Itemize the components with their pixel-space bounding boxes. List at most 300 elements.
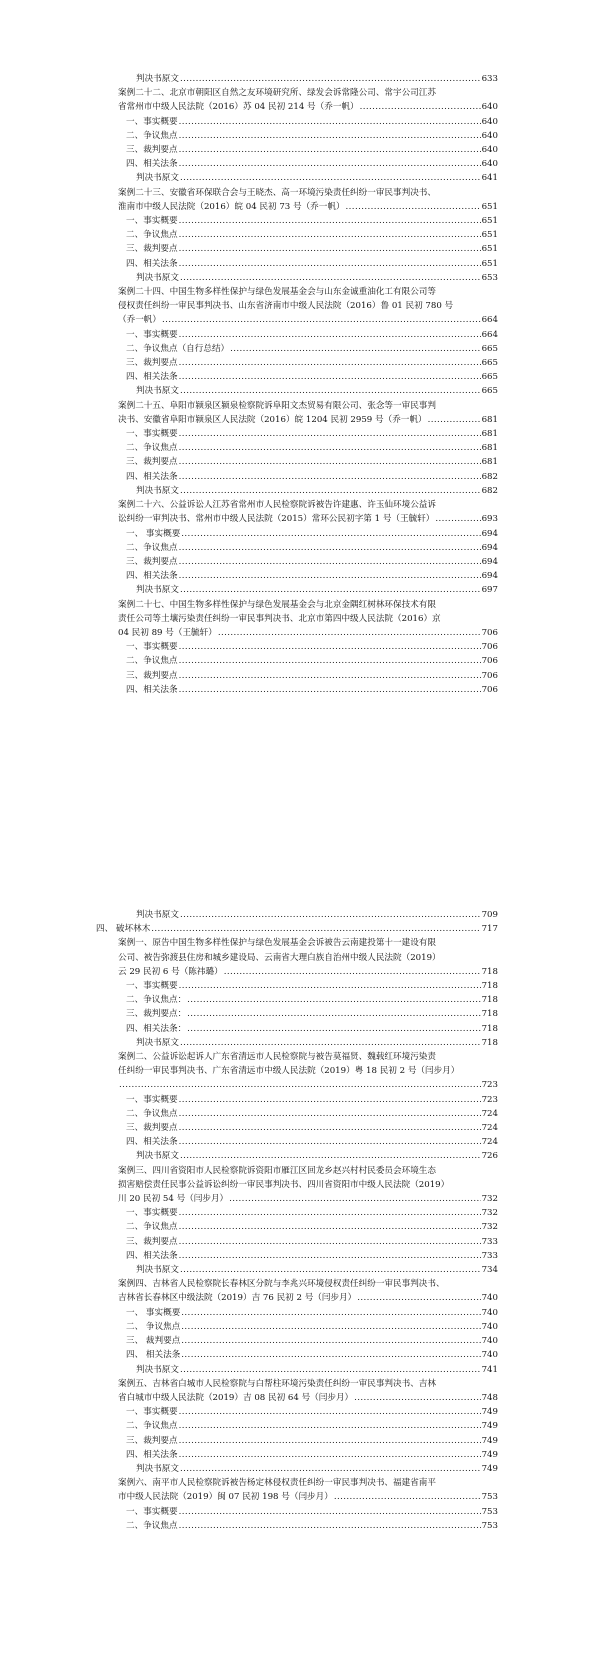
- page-number: 653: [481, 272, 498, 283]
- entry-title: 判决书原文: [136, 910, 179, 920]
- case-title-line: 讼纠纷一审判决书、常州市中级人民法院（2015）常环公民初字第 1 号（王毓轩）: [118, 514, 435, 525]
- dot-leader: [229, 1192, 480, 1206]
- dot-leader: [179, 1206, 481, 1220]
- page-number: 740: [481, 1350, 498, 1361]
- toc-judgment-text-entry: [118, 384, 498, 398]
- toc-item-entry: [118, 979, 498, 993]
- dot-leader: [180, 384, 481, 398]
- toc-case-entry: [118, 1476, 498, 1504]
- toc-item-entry: [118, 342, 498, 356]
- dot-leader: [179, 1235, 481, 1249]
- toc-item-entry: [118, 669, 498, 683]
- dot-leader: [151, 922, 480, 936]
- case-title-line: 案例二、公益诉讼起诉人广东省清远市人民检察院与被告莫福贤、魏载红环境污染责: [118, 1052, 436, 1063]
- case-title-last-line: [118, 1490, 498, 1504]
- case-title-line: 市中级人民法院（2019）闽 07 民初 198 号（闫步月）: [118, 1492, 333, 1503]
- toc-item-entry: [118, 1249, 498, 1263]
- toc-case-entry: [118, 1164, 498, 1207]
- dot-leader: [179, 328, 481, 342]
- dot-leader: [119, 1078, 481, 1092]
- toc-judgment-text-entry: [118, 1263, 498, 1277]
- entry-title: 二、争议焦点: [126, 130, 178, 141]
- entry-title: 二、争议焦点: [126, 656, 178, 667]
- page-number: 718: [481, 1037, 498, 1048]
- entry-title: 四、相关法条：: [126, 1023, 187, 1034]
- entry-title: 判决书原文: [136, 386, 179, 397]
- page-number: 640: [481, 130, 498, 141]
- entry-title: 三、裁判要点: [126, 145, 178, 156]
- entry-title: 一、事实概要: [126, 1506, 178, 1517]
- entry-title: 四、相关法条: [126, 1250, 178, 1261]
- page-number: 718: [481, 995, 498, 1006]
- dot-leader: [179, 1093, 481, 1107]
- toc-judgment-text-entry: [118, 1149, 498, 1163]
- toc-item-entry: [118, 455, 498, 469]
- toc-item-entry: [118, 1334, 498, 1348]
- page-number: 740: [481, 1307, 498, 1318]
- entry-title: 三、裁判要点: [126, 670, 178, 681]
- toc-case-entry: [118, 598, 498, 641]
- dot-leader: [181, 527, 480, 541]
- page-number: 741: [481, 1364, 498, 1375]
- toc-case-entry: [118, 186, 498, 214]
- page-number: 681: [481, 443, 498, 454]
- page-number: 641: [481, 173, 498, 184]
- dot-leader: [179, 356, 481, 370]
- dot-leader: [187, 993, 480, 1007]
- entry-title: 四、相关法条: [126, 258, 178, 269]
- toc-item-entry: [118, 257, 498, 271]
- toc-judgment-text-entry: [118, 1363, 498, 1377]
- page-number: 665: [481, 372, 498, 383]
- case-title-last-line: [118, 200, 498, 214]
- entry-title: 二、争议焦点: [126, 230, 178, 241]
- toc-item-entry: [118, 242, 498, 256]
- case-title-line: 04 民初 89 号（王毓轩）: [118, 627, 217, 638]
- dot-leader: [179, 115, 481, 129]
- page-number: 665: [481, 386, 498, 397]
- entry-title: 判决书原文: [136, 585, 179, 596]
- page-number: 651: [481, 258, 498, 269]
- dot-leader: [180, 1036, 481, 1050]
- dot-leader: [360, 100, 481, 114]
- entry-title: 一、事实概要: [126, 429, 178, 440]
- toc-case-entry: [118, 936, 498, 979]
- dot-leader: [354, 1391, 480, 1405]
- entry-title: 一、事实概要: [126, 216, 178, 227]
- entry-title: 三、裁判要点：: [126, 1009, 187, 1020]
- dot-leader: [187, 1007, 480, 1021]
- entry-title: 二、争议焦点: [126, 1421, 178, 1432]
- page-number: 732: [481, 1194, 498, 1205]
- toc-item-entry: [118, 541, 498, 555]
- page-number: 749: [481, 1463, 498, 1474]
- toc-item-entry: [118, 683, 498, 697]
- case-title-line: （乔一帆）: [118, 315, 161, 326]
- toc-case-entry: [118, 86, 498, 114]
- toc-item-entry: [118, 143, 498, 157]
- entry-title: 三、 裁判要点: [126, 1336, 181, 1347]
- toc-item-entry: [118, 1107, 498, 1121]
- entry-title: 四、相关法条: [126, 471, 178, 482]
- dot-leader: [180, 484, 481, 498]
- case-title-line: 案例六、南平市人民检察院诉被告杨定林侵权责任纠纷一审民事判决书、福建省南平: [118, 1478, 436, 1489]
- toc-item-entry: [118, 129, 498, 143]
- dot-leader: [357, 1291, 480, 1305]
- entry-title: 二、争议焦点: [126, 1222, 178, 1233]
- dot-leader: [179, 370, 481, 384]
- page-number: 694: [481, 542, 498, 553]
- entry-title: 二、争议焦点: [126, 1520, 178, 1531]
- case-title-line: 任纠纷一审民事判决书、广东省清远市中级人民法院（2019）粤 18 民初 2 号（闫步月）: [118, 1066, 460, 1077]
- dot-leader: [181, 1306, 480, 1320]
- section-title: 四、 破坏林木: [96, 924, 151, 935]
- page-number: 740: [481, 1293, 498, 1304]
- toc-item-entry: [118, 1320, 498, 1334]
- page-number: 732: [481, 1222, 498, 1233]
- dot-leader: [180, 1149, 481, 1163]
- dot-leader: [180, 1263, 481, 1277]
- case-title-line: 案例二十五、阜阳市颍泉区颍泉检察院诉阜阳文杰贸易有限公司、张念等一审民事判: [118, 400, 436, 411]
- entry-title: 二、争议焦点: [126, 542, 178, 553]
- entry-title: 二、争议焦点: [126, 443, 178, 454]
- dot-leader: [179, 1448, 481, 1462]
- dot-leader: [181, 1334, 480, 1348]
- toc-judgment-text-entry: [118, 908, 498, 922]
- page-number: 749: [481, 1435, 498, 1446]
- toc-list: [118, 72, 498, 697]
- page-number: 706: [481, 684, 498, 695]
- toc-item-entry: [118, 1206, 498, 1220]
- toc-item-entry: [118, 1505, 498, 1519]
- case-title-line: 省白城市中级人民法院（2019）吉 08 民初 64 号（闫步月）: [118, 1392, 354, 1403]
- entry-title: 四、相关法条: [126, 684, 178, 695]
- dot-leader: [179, 1505, 481, 1519]
- toc-item-entry: [118, 328, 498, 342]
- page-number: 726: [481, 1151, 498, 1162]
- page-number: 753: [481, 1492, 498, 1503]
- page-number: 651: [481, 216, 498, 227]
- entry-title: 一、事实概要: [126, 981, 178, 992]
- toc-item-entry: [118, 640, 498, 654]
- case-title-line: 决书、安徽省阜阳市颍泉区人民法院（2016）皖 1204 民初 2959 号（乔一帆）: [118, 414, 427, 425]
- toc-item-entry: [118, 1348, 498, 1362]
- case-title-line: 川 20 民初 54 号（闫步月）: [118, 1194, 229, 1205]
- dot-leader: [179, 1107, 481, 1121]
- dot-leader: [179, 555, 481, 569]
- page-number: 640: [481, 102, 498, 113]
- case-title-line: 案例二十四、中国生物多样性保护与绿色发展基金会与山东金诚重油化工有限公司等: [118, 287, 436, 298]
- toc-item-entry: [118, 1121, 498, 1135]
- toc-item-entry: [118, 1220, 498, 1234]
- entry-title: 一、事实概要: [126, 329, 178, 340]
- case-title-last-line: [118, 413, 498, 427]
- entry-title: 三、裁判要点: [126, 556, 178, 567]
- toc-item-entry: [118, 569, 498, 583]
- page-number: 651: [481, 230, 498, 241]
- dot-leader: [180, 583, 481, 597]
- entry-title: 判决书原文: [136, 1151, 179, 1162]
- toc-judgment-text-entry: [118, 171, 498, 185]
- dot-leader: [179, 640, 481, 654]
- dot-leader: [179, 1519, 481, 1533]
- toc-section-heading: [96, 922, 498, 936]
- case-title-line: 案例五、吉林省白城市人民检察院与白帮柱环境污染责任纠纷一审民事判决书、吉林: [118, 1378, 436, 1389]
- dot-leader: [180, 1363, 481, 1377]
- entry-title: 三、裁判要点: [126, 457, 178, 468]
- dot-leader: [179, 441, 481, 455]
- entry-title: 判决书原文: [136, 485, 179, 496]
- dot-leader: [179, 654, 481, 668]
- case-title-line: 案例三、四川省资阳市人民检察院诉资阳市雁江区回龙乡赵兴村村民委员会环境生态: [118, 1165, 436, 1176]
- entry-title: 判决书原文: [136, 173, 179, 184]
- dot-leader: [179, 129, 481, 143]
- toc-judgment-text-entry: [118, 1036, 498, 1050]
- toc-item-entry: [118, 470, 498, 484]
- dot-leader: [179, 143, 481, 157]
- page-number: 697: [481, 585, 498, 596]
- page-number: 681: [481, 429, 498, 440]
- entry-title: 二、争议焦点：: [126, 995, 187, 1006]
- page-number: 718: [481, 1009, 498, 1020]
- case-title-last-line: [118, 512, 498, 526]
- dot-leader: [179, 242, 481, 256]
- case-title-last-line: [118, 1078, 498, 1092]
- page-number: 681: [481, 414, 498, 425]
- page-number: 640: [481, 145, 498, 156]
- toc-judgment-text-entry: [118, 271, 498, 285]
- toc-item-entry: [118, 1093, 498, 1107]
- entry-title: 判决书原文: [136, 1364, 179, 1375]
- dot-leader: [179, 541, 481, 555]
- toc-judgment-text-entry: [118, 1462, 498, 1476]
- dot-leader: [179, 1121, 481, 1135]
- dot-leader: [180, 171, 481, 185]
- entry-title: 三、裁判要点: [126, 244, 178, 255]
- case-title-line: 公司、被告弥渡县住房和城乡建设局、云南省大理白族自治州中级人民法院（2019）: [118, 952, 441, 963]
- page-number: 694: [481, 556, 498, 567]
- case-title-last-line: [118, 1391, 498, 1405]
- toc-judgment-text-entry: [118, 72, 498, 86]
- entry-title: 判决书原文: [136, 1037, 179, 1048]
- toc-item-entry: [118, 1235, 498, 1249]
- entry-title: 一、事实概要: [126, 1208, 178, 1219]
- page-number: 664: [481, 315, 498, 326]
- dot-leader: [179, 1419, 481, 1433]
- toc-item-entry: [118, 654, 498, 668]
- toc-item-entry: [118, 1306, 498, 1320]
- page-number: 724: [481, 1108, 498, 1119]
- toc-case-entry: [118, 399, 498, 427]
- case-title-line: 案例一、原告中国生物多样性保护与绿色发展基金会诉被告云南建投第十一建设有限: [118, 938, 436, 949]
- page-number: 733: [481, 1236, 498, 1247]
- page-number: 665: [481, 343, 498, 354]
- case-title-line: 案例二十三、安徽省环保联合会与王晓杰、高一环境污染责任纠纷一审民事判决书、: [118, 187, 436, 198]
- page-number: 718: [481, 1023, 498, 1034]
- page-number: 694: [481, 528, 498, 539]
- dot-leader: [181, 1320, 480, 1334]
- dot-leader: [179, 669, 481, 683]
- dot-leader: [179, 157, 481, 171]
- toc-item-entry: [118, 115, 498, 129]
- page-number: 682: [481, 471, 498, 482]
- case-title-last-line: [118, 1192, 498, 1206]
- case-title-line: 损害赔偿责任民事公益诉讼纠纷一审民事判决书、四川省资阳市中级人民法院（2019）: [118, 1179, 450, 1190]
- dot-leader: [179, 427, 481, 441]
- entry-title: 一、 事实概要: [126, 528, 181, 539]
- page-number: 723: [481, 1080, 498, 1091]
- case-title-last-line: [118, 313, 498, 327]
- toc-item-entry: [118, 1419, 498, 1433]
- dot-leader: [179, 455, 481, 469]
- toc-item-entry: [118, 555, 498, 569]
- page-number: 706: [481, 656, 498, 667]
- toc-item-entry: [118, 1519, 498, 1533]
- dot-leader: [435, 512, 480, 526]
- entry-title: 二、争议焦点（自行总结）: [126, 343, 230, 354]
- dot-leader: [181, 1348, 480, 1362]
- page-number: 734: [481, 1265, 498, 1276]
- toc-page-1: [0, 72, 600, 697]
- page-number: 709: [481, 910, 498, 920]
- entry-title: 三、裁判要点: [126, 1123, 178, 1134]
- page-number: 748: [481, 1392, 498, 1403]
- case-title-line: 案例二十六、公益诉讼人江苏省常州市人民检察院诉被告许建惠、许玉仙环境公益诉: [118, 500, 436, 511]
- case-title-line: 吉林省长春林区中级法院（2019）吉 76 民初 2 号（闫步月）: [118, 1293, 357, 1304]
- page-number: 706: [481, 670, 498, 681]
- toc-item-entry: [118, 1434, 498, 1448]
- page-number: 665: [481, 358, 498, 369]
- toc-case-entry: [118, 1050, 498, 1093]
- page-number: 718: [481, 981, 498, 992]
- toc-judgment-text-entry: [118, 484, 498, 498]
- dot-leader: [218, 626, 481, 640]
- toc-judgment-text-entry: [118, 583, 498, 597]
- entry-title: 判决书原文: [136, 74, 179, 84]
- case-title-last-line: [118, 1291, 498, 1305]
- dot-leader: [428, 413, 481, 427]
- toc-case-entry: [118, 1377, 498, 1405]
- toc-item-entry: [118, 228, 498, 242]
- dot-leader: [334, 1490, 481, 1504]
- entry-title: 二、争议焦点: [126, 1108, 178, 1119]
- page-number: 749: [481, 1449, 498, 1460]
- dot-leader: [179, 214, 481, 228]
- case-title-line: 案例二十二、北京市朝阳区自然之友环境研究所、绿发会诉常隆公司、常宇公司江苏: [118, 88, 436, 99]
- toc-case-entry: [118, 1277, 498, 1305]
- toc-item-entry: [118, 214, 498, 228]
- dot-leader: [179, 1405, 481, 1419]
- dot-leader: [230, 342, 480, 356]
- page-number: 723: [481, 1094, 498, 1105]
- toc-item-entry: [118, 1007, 498, 1021]
- page-number: 706: [481, 642, 498, 653]
- toc-case-entry: [118, 498, 498, 526]
- entry-title: 四、相关法条: [126, 159, 178, 170]
- entry-title: 一、事实概要: [126, 1407, 178, 1418]
- page-number: 694: [481, 571, 498, 582]
- case-title-line: 淮南市中级人民法院（2016）皖 04 民初 73 号（乔一帆）: [118, 201, 345, 212]
- case-title-line: 案例四、吉林省人民检察院长春林区分院与李兆兴环境侵权责任纠纷一审民事判决书、: [118, 1279, 445, 1290]
- toc-item-entry: [118, 1448, 498, 1462]
- page-number: 717: [481, 924, 498, 935]
- dot-leader: [180, 72, 481, 86]
- page-number: 693: [481, 514, 498, 525]
- case-title-line: 责任公司等土壤污染责任纠纷一审民事判决书、北京市第四中级人民法院（2016）京: [118, 613, 441, 624]
- dot-leader: [162, 313, 481, 327]
- toc-item-entry: [118, 1135, 498, 1149]
- entry-title: 四、相关法条: [126, 571, 178, 582]
- entry-title: 判决书原文: [136, 272, 179, 283]
- page-number: 681: [481, 457, 498, 468]
- page-number: 664: [481, 329, 498, 340]
- page-number: 682: [481, 485, 498, 496]
- entry-title: 四、相关法条: [126, 372, 178, 383]
- dot-leader: [179, 1135, 481, 1149]
- page-number: 753: [481, 1506, 498, 1517]
- page-number: 732: [481, 1208, 498, 1219]
- page-number: 733: [481, 1250, 498, 1261]
- entry-title: 三、裁判要点: [126, 1236, 178, 1247]
- toc-item-entry: [118, 370, 498, 384]
- dot-leader: [187, 1022, 480, 1036]
- case-title-line: 案例二十七、中国生物多样性保护与绿色发展基金会与北京金隅红树林环保技术有限: [118, 599, 436, 610]
- dot-leader: [179, 470, 481, 484]
- page-number: 651: [481, 244, 498, 255]
- dot-leader: [180, 271, 481, 285]
- dot-leader: [179, 569, 481, 583]
- entry-title: 二、 争议焦点: [126, 1321, 181, 1332]
- dot-leader: [179, 979, 481, 993]
- entry-title: 一、事实概要: [126, 642, 178, 653]
- page-number: 633: [481, 74, 498, 84]
- entry-title: 三、裁判要点: [126, 358, 178, 369]
- page-number: 706: [481, 627, 498, 638]
- dot-leader: [179, 257, 481, 271]
- toc-list: [96, 908, 498, 1533]
- page-number: 749: [481, 1421, 498, 1432]
- case-title-line: 省常州市中级人民法院（2016）苏 04 民初 214 号（乔一帆）: [118, 102, 359, 113]
- entry-title: 四、相关法条: [126, 1137, 178, 1148]
- toc-page-2: [0, 908, 600, 1533]
- case-title-last-line: [118, 100, 498, 114]
- toc-item-entry: [118, 993, 498, 1007]
- entry-title: 一、 事实概要: [126, 1307, 181, 1318]
- entry-title: 三、裁判要点: [126, 1435, 178, 1446]
- case-title-line: 云 29 民初 6 号（陈祎璐）: [118, 966, 223, 977]
- page-number: 718: [481, 966, 498, 977]
- toc-case-entry: [118, 285, 498, 328]
- page-number: 749: [481, 1407, 498, 1418]
- dot-leader: [224, 965, 481, 979]
- dot-leader: [180, 908, 481, 922]
- dot-leader: [179, 1434, 481, 1448]
- dot-leader: [179, 1220, 481, 1234]
- entry-title: 四、相关法条: [126, 1449, 178, 1460]
- toc-item-entry: [118, 1022, 498, 1036]
- entry-title: 四、 相关法条: [126, 1350, 181, 1361]
- toc-item-entry: [118, 441, 498, 455]
- page-number: 753: [481, 1520, 498, 1531]
- case-title-last-line: [118, 965, 498, 979]
- page-number: 724: [481, 1123, 498, 1134]
- toc-item-entry: [118, 157, 498, 171]
- case-title-last-line: [118, 626, 498, 640]
- case-title-line: 侵权责任纠纷一审民事判决书、山东省济南市中级人民法院（2016）鲁 01 民初 780 号: [118, 301, 454, 312]
- toc-item-entry: [118, 1405, 498, 1419]
- page-number: 640: [481, 116, 498, 127]
- toc-item-entry: [118, 427, 498, 441]
